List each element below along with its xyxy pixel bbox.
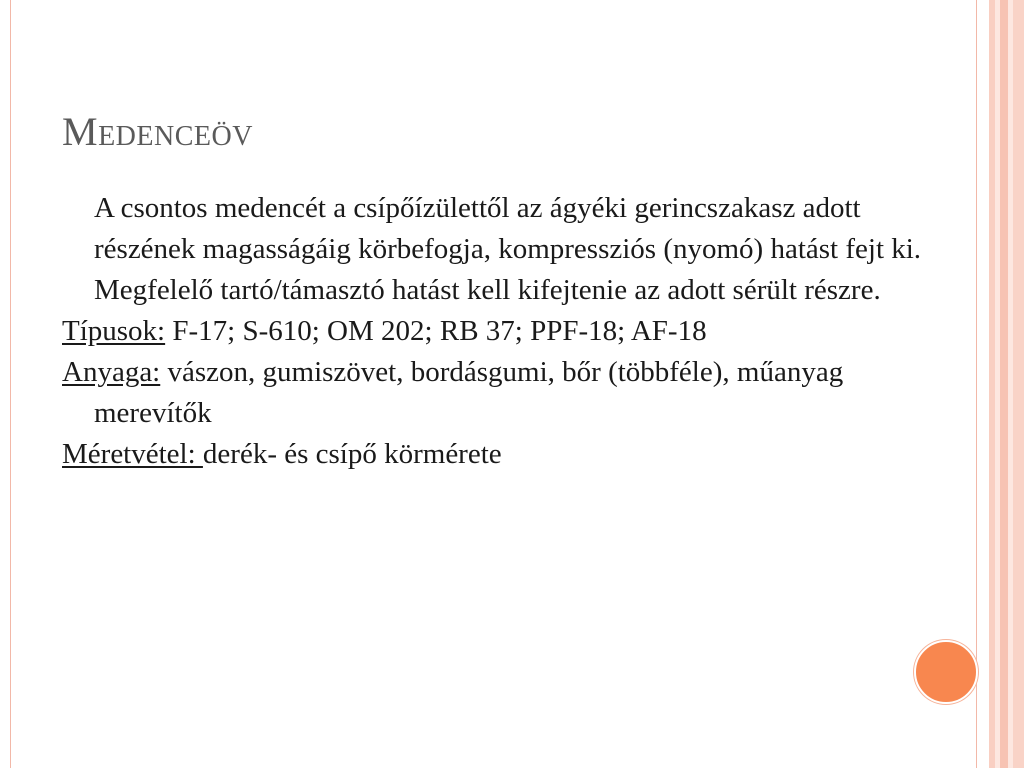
item-label: Típusok: xyxy=(62,315,166,347)
list-item-material xyxy=(62,352,922,434)
frame-stripe xyxy=(1013,0,1024,768)
item-label: Méretvétel: xyxy=(62,438,203,470)
item-text: vászon, gumiszövet, bordásgumi, bőr (többféle), műanyag merevítők xyxy=(94,356,844,429)
frame-line-left xyxy=(10,0,11,768)
item-label: Anyaga: xyxy=(62,356,161,388)
slide-body xyxy=(62,188,922,475)
list-item-measurement xyxy=(62,434,922,475)
decorative-circle xyxy=(914,640,978,704)
frame-stripe xyxy=(1000,0,1008,768)
item-text: F-17; S-610; OM 202; RB 37; PPF-18; AF-18 xyxy=(165,315,707,347)
intro-paragraph: A csontos medencét a csípőízülettől az ágyéki gerincszakasz adott részének magasságáig körbefogja, kompressziós (nyomó) hatást fejt ki. Megfelelő tartó/támasztó hatást kell kifejtenie az adott sérült részre. xyxy=(94,192,922,306)
list-item-types xyxy=(62,311,922,352)
item-text: derék- és csípő körmérete xyxy=(202,438,502,470)
slide-title: Medenceöv xyxy=(62,109,253,154)
frame-line-right xyxy=(976,0,977,768)
